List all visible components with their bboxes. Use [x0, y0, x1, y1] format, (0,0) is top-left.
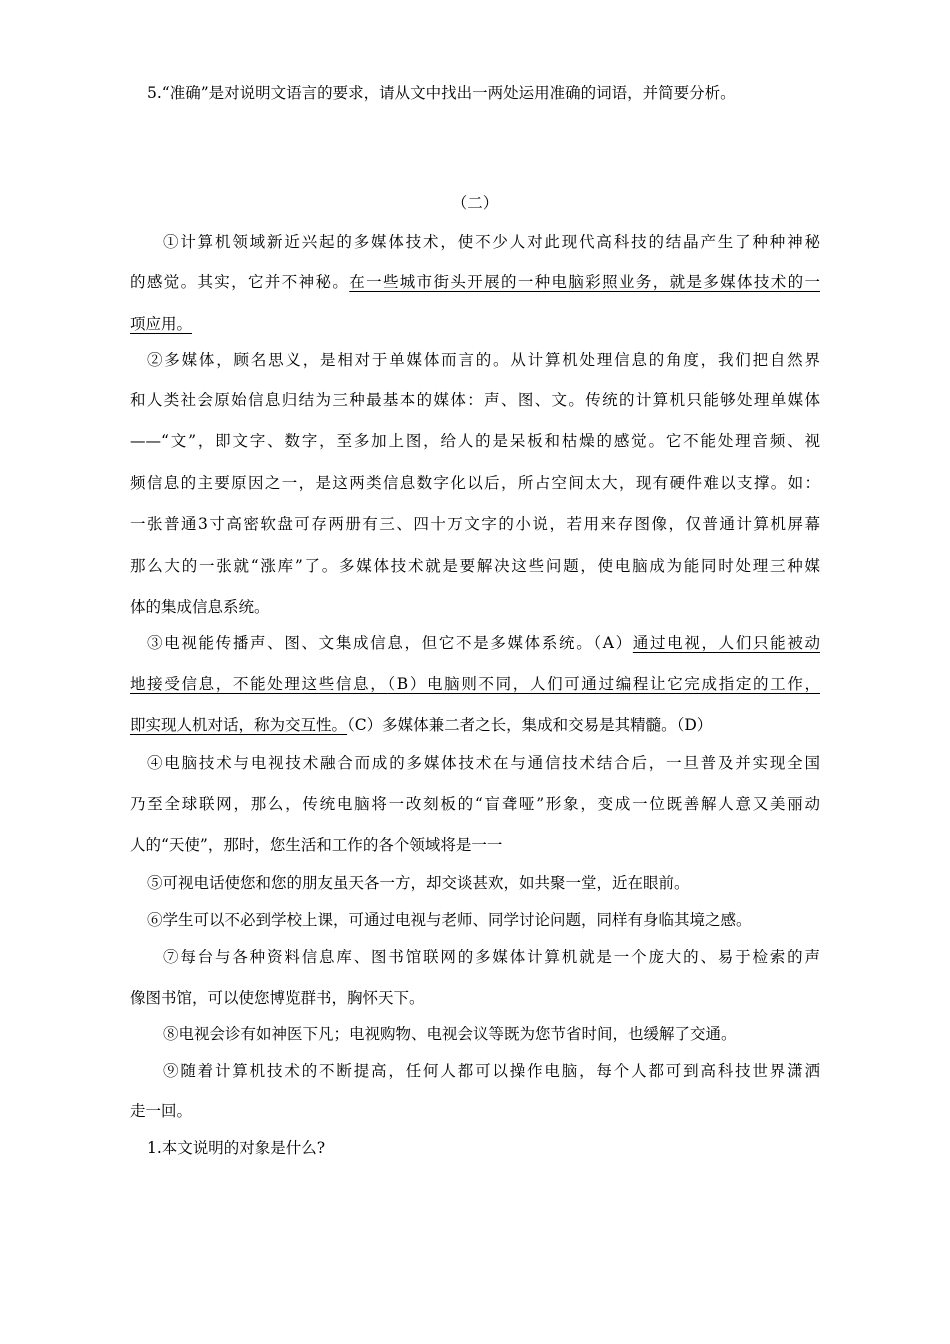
paragraph-2-line-7: 体的集成信息系统。	[130, 598, 270, 616]
paragraph-4-line-3: 人的“天使”，那时，您生活和工作的各个领域将是一一	[130, 836, 503, 854]
underlined-sentence-2-end: 即实现人机对话，称为交互性。	[130, 716, 348, 734]
section-title: （二）	[451, 194, 499, 212]
underlined-sentence-1-end: 项应用。	[130, 315, 193, 333]
underlined-sentence-2-cont-2: 电脑则不同，人们可通过编程让它完成指定的工作，	[427, 675, 820, 693]
underlined-sentence-2: 通过电视，人们只能被动	[632, 634, 820, 652]
paragraph-1-line-2	[130, 271, 820, 293]
paragraph-7-line-2: 像图书馆，可以使您博览群书，胸怀天下。	[130, 989, 425, 1007]
paragraph-2-line-2: 和人类社会原始信息归结为三种最基本的媒体：声、图、文。传统的计算机只能够处理单媒体	[130, 391, 820, 409]
paragraph-9-line-1: ⑨随着计算机技术的不断提高，任何人都可以操作电脑，每个人都可到高科技世界潇洒	[163, 1062, 820, 1080]
marker-b: （B）	[387, 675, 427, 693]
paragraph-2-line-5: 一张普通3寸高密软盘可存两册有三、四十万文字的小说，若用来存图像，仅普通计算机屏幕	[130, 515, 820, 533]
paragraph-2-line-6: 那么大的一张就“涨库”了。多媒体技术就是要解决这些问题，使电脑成为能同时处理三种媒	[130, 557, 820, 575]
paragraph-1-text: 的感觉。其实，它并不神秘。	[130, 273, 350, 291]
underlined-sentence-2-cont: 地接受信息，不能处理这些信息，	[130, 675, 388, 693]
underlined-sentence-1: 在一些城市街头开展的一种电脑彩照业务，就是多媒体技术的一	[349, 273, 820, 291]
paragraph-4-line-1: ④电脑技术与电视技术融合而成的多媒体技术在与通信技术结合后，一旦普及并实现全国	[147, 754, 820, 772]
paragraph-9-line-2: 走一回。	[130, 1102, 193, 1120]
paragraph-3-line-1	[147, 632, 820, 654]
paragraph-2-line-4: 频信息的主要原因之一，是这两类信息数字化以后，所占空间太大，现有硬件难以支撑。如：	[130, 474, 820, 492]
paragraph-1-line-3	[130, 313, 820, 335]
paragraph-8: ⑧电视会诊有如神医下凡；电视购物、电视会议等既为您节省时间，也缓解了交通。	[163, 1025, 737, 1043]
paragraph-3-line-3	[130, 714, 820, 736]
paragraph-4-line-2: 乃至全球联网，那么，传统电脑将一改刻板的“盲聋哑”形象，变成一位既善解人意又美丽动	[130, 795, 820, 813]
question-5: 5.“准确”是对说明文语言的要求，请从文中找出一两处运用准确的词语，并简要分析。	[147, 84, 736, 102]
paragraph-7-line-1: ⑦每台与各种资料信息库、图书馆联网的多媒体计算机就是一个庞大的、易于检索的声	[163, 948, 820, 966]
paragraph-3-text: ③电视能传播声、图、文集成信息，但它不是多媒体系统。（A）	[147, 634, 633, 652]
paragraph-2-line-3: ——“文”，即文字、数字，至多加上图，给人的是呆板和枯燥的感觉。它不能处理音频、视	[130, 432, 820, 450]
paragraph-1-line-1: ①计算机领域新近兴起的多媒体技术，使不少人对此现代高科技的结晶产生了种种神秘	[163, 233, 820, 251]
paragraph-6: ⑥学生可以不必到学校上课，可通过电视与老师、同学讨论问题，同样有身临其境之感。	[147, 911, 752, 929]
paragraph-3-tail: （C）多媒体兼二者之长，集成和交易是其精髓。（D）	[347, 716, 713, 734]
paragraph-5: ⑤可视电话使您和您的朋友虽天各一方，却交谈甚欢，如共聚一堂，近在眼前。	[147, 874, 690, 892]
paragraph-2-line-1: ②多媒体，顾名思义，是相对于单媒体而言的。从计算机处理信息的角度，我们把自然界	[147, 351, 820, 369]
paragraph-3-line-2	[130, 673, 820, 695]
question-1: 1.本文说明的对象是什么?	[147, 1139, 326, 1157]
